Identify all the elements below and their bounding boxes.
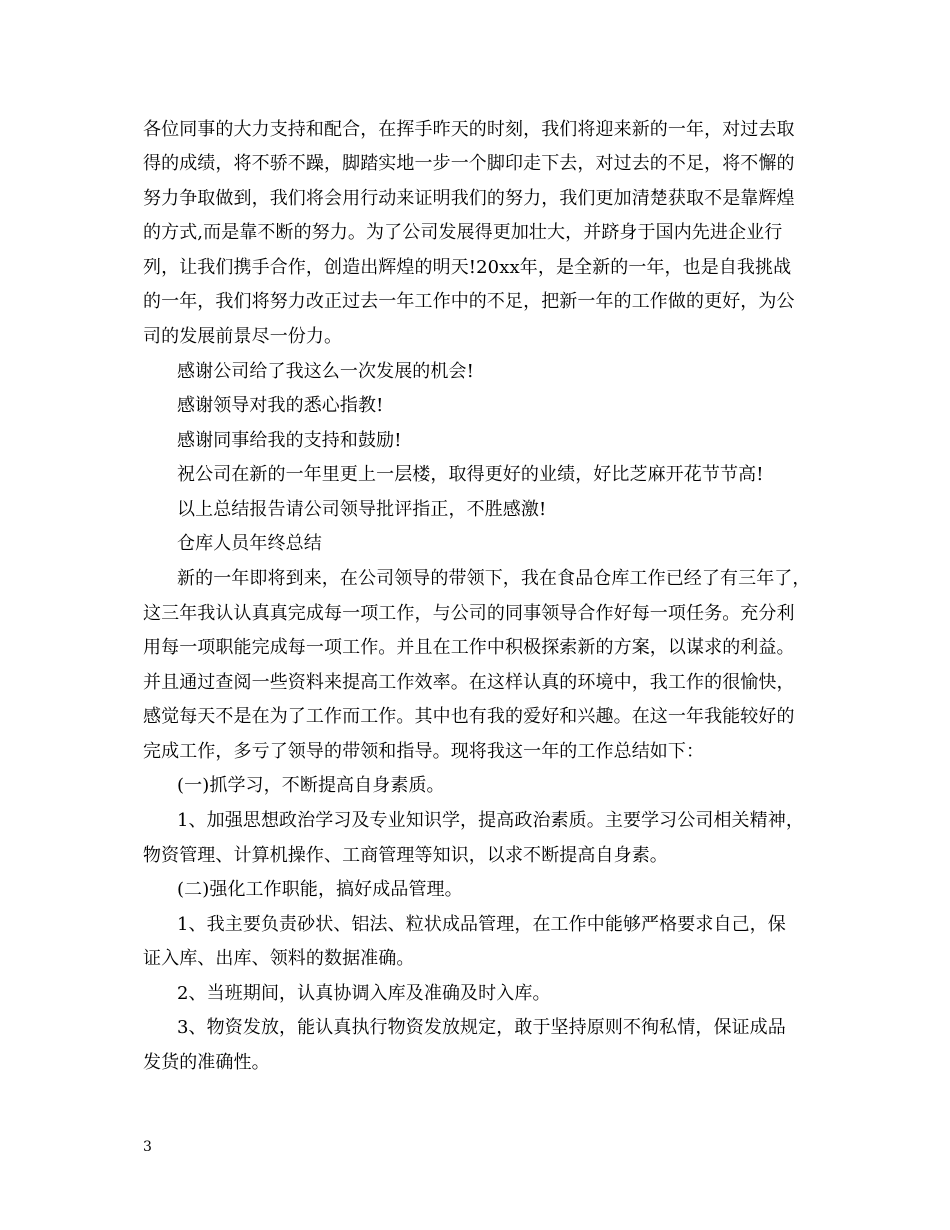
text-line: 感谢同事给我的支持和鼓励! xyxy=(177,430,402,451)
text-line: 发货的准确性。 xyxy=(143,1052,270,1073)
section-heading: 仓库人员年终总结 xyxy=(177,533,322,554)
text-line: (二)强化工作职能，搞好成品管理。 xyxy=(177,879,463,900)
text-line: 得的成绩，将不骄不躁，脚踏实地一步一个脚印走下去，对过去的不足，将不懈的 xyxy=(143,153,795,174)
text-line: 司的发展前景尽一份力。 xyxy=(143,326,343,347)
text-line: 完成工作，多亏了领导的带领和指导。现将我这一年的工作总结如下： xyxy=(143,741,705,762)
text-line: 1、我主要负责砂状、铝法、粒状成品管理，在工作中能够严格要求自己，保 xyxy=(177,914,786,935)
text-line: 列，让我们携手合作，创造出辉煌的明天!20xx年，是全新的一年，也是自我挑战 xyxy=(143,257,792,278)
page-number: 3 xyxy=(143,1139,152,1155)
text-line: 的方式,而是靠不断的努力。为了公司发展得更加壮大，并跻身于国内先进企业行 xyxy=(143,222,783,243)
text-line: 感觉每天不是在为了工作而工作。其中也有我的爱好和兴趣。在这一年我能较好的 xyxy=(143,706,795,727)
text-line: 各位同事的大力支持和配合，在挥手昨天的时刻，我们将迎来新的一年，对过去取 xyxy=(143,119,795,140)
text-line: 感谢公司给了我这么一次发展的机会! xyxy=(177,361,474,382)
text-line: 并且通过查阅一些资料来提高工作效率。在这样认真的环境中，我工作的很愉快， xyxy=(143,672,795,693)
text-line: 新的一年即将到来，在公司领导的带领下，我在食品仓库工作已经了有三年了， xyxy=(177,568,811,589)
text-line: 用每一项职能完成每一项工作。并且在工作中积极探索新的方案，以谋求的利益。 xyxy=(143,637,795,658)
text-line: 以上总结报告请公司领导批评指正，不胜感激! xyxy=(177,499,547,520)
text-line: 感谢领导对我的悉心指教! xyxy=(177,395,384,416)
text-line: 证入库、出库、领料的数据准确。 xyxy=(143,948,415,969)
text-line: 这三年我认认真真完成每一项工作，与公司的同事领导合作好每一项任务。充分利 xyxy=(143,603,795,624)
text-line: 的一年，我们将努力改正过去一年工作中的不足，把新一年的工作做的更好，为公 xyxy=(143,291,795,312)
text-line: 努力争取做到，我们将会用行动来证明我们的努力，我们更加清楚获取不是靠辉煌 xyxy=(143,188,795,209)
text-line: 3、物资发放，能认真执行物资发放规定，敢于坚持原则不徇私情，保证成品 xyxy=(177,1017,786,1038)
text-line: 物资管理、计算机操作、工商管理等知识，以求不断提高自身素。 xyxy=(143,845,668,866)
text-line: 1、加强思想政治学习及专业知识学，提高政治素质。主要学习公司相关精神， xyxy=(177,810,804,831)
text-line: 2、当班期间，认真协调入库及准确及时入库。 xyxy=(177,983,551,1004)
text-line: (一)抓学习，不断提高自身素质。 xyxy=(177,775,445,796)
text-line: 祝公司在新的一年里更上一层楼，取得更好的业绩，好比芝麻开花节节高! xyxy=(177,464,764,485)
